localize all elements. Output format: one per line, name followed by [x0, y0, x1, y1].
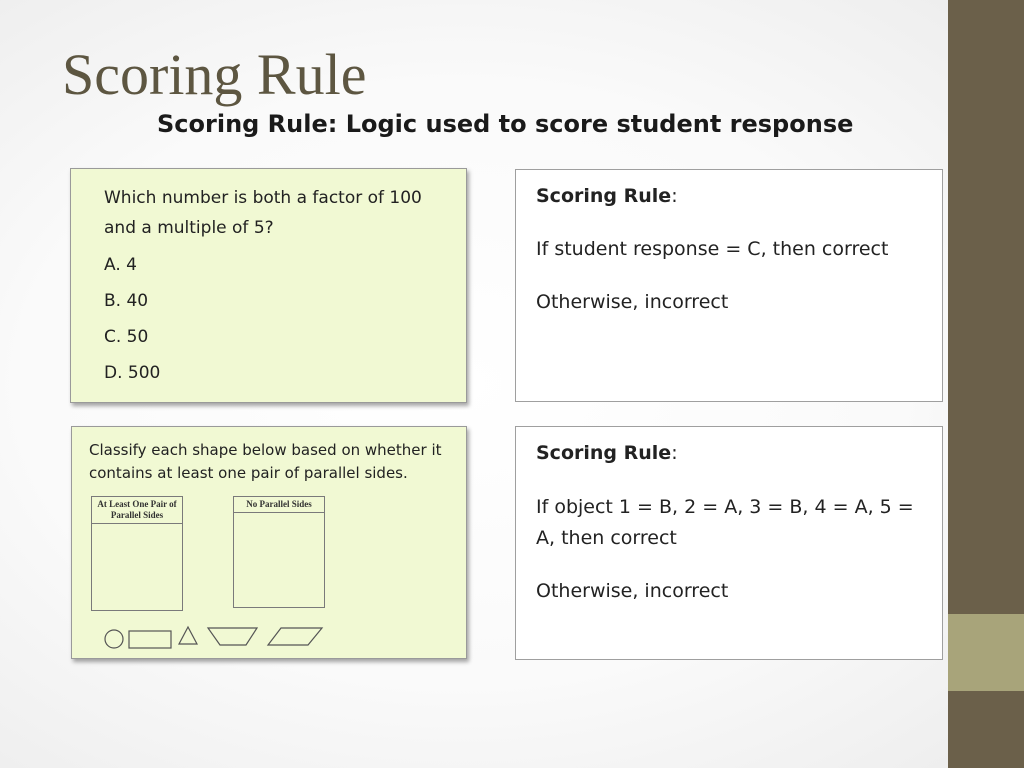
slide-title: Scoring Rule	[62, 42, 367, 107]
triangle-icon[interactable]	[179, 627, 197, 644]
circle-icon[interactable]	[105, 630, 123, 648]
item1-panel	[70, 168, 467, 403]
trapezoid-icon[interactable]	[208, 628, 257, 645]
item1-option-c[interactable]: C. 50	[104, 327, 149, 347]
rule1-heading-line	[536, 182, 888, 210]
item1-option-d[interactable]: D. 500	[104, 363, 161, 383]
rule2-panel	[515, 426, 943, 660]
item2-stem: Classify each shape below based on whether it contains at least one pair of parallel sides.	[89, 441, 442, 482]
rule1-panel	[515, 169, 943, 402]
item1-option-a[interactable]: A. 4	[104, 255, 137, 275]
bin-no-parallel-sides[interactable]	[233, 496, 325, 608]
item1-option-b[interactable]: B. 40	[104, 291, 149, 311]
draggable-shapes	[100, 623, 330, 653]
slide-subtitle: Scoring Rule: Logic used to score student response	[157, 110, 854, 138]
item2-panel	[71, 426, 467, 659]
rule1-condition: If student response = C, then correct	[536, 238, 889, 260]
rule1-otherwise: Otherwise, incorrect	[536, 291, 729, 313]
parallelogram-icon[interactable]	[268, 628, 322, 645]
bin-no-parallel-sides-label: No Parallel Sides	[234, 497, 324, 513]
rule2-heading-line	[536, 439, 916, 467]
rule1-colon: :	[671, 185, 678, 207]
bin-parallel-sides-label: At Least One Pair of Parallel Sides	[92, 497, 182, 524]
rule2-otherwise: Otherwise, incorrect	[536, 580, 729, 602]
rule2-heading: Scoring Rule	[536, 442, 672, 464]
rectangle-icon[interactable]	[129, 631, 171, 648]
rule2-condition: If object 1 = B, 2 = A, 3 = B, 4 = A, 5 = A, then correct	[536, 496, 914, 549]
rule1-heading: Scoring Rule	[536, 185, 672, 207]
item1-stem: Which number is both a factor of 100 and a multiple of 5?	[104, 188, 422, 238]
bin-parallel-sides[interactable]	[91, 496, 183, 611]
item1-content	[104, 183, 424, 391]
rule2-colon: :	[671, 442, 678, 464]
decorative-side-bar-accent	[948, 614, 1024, 691]
